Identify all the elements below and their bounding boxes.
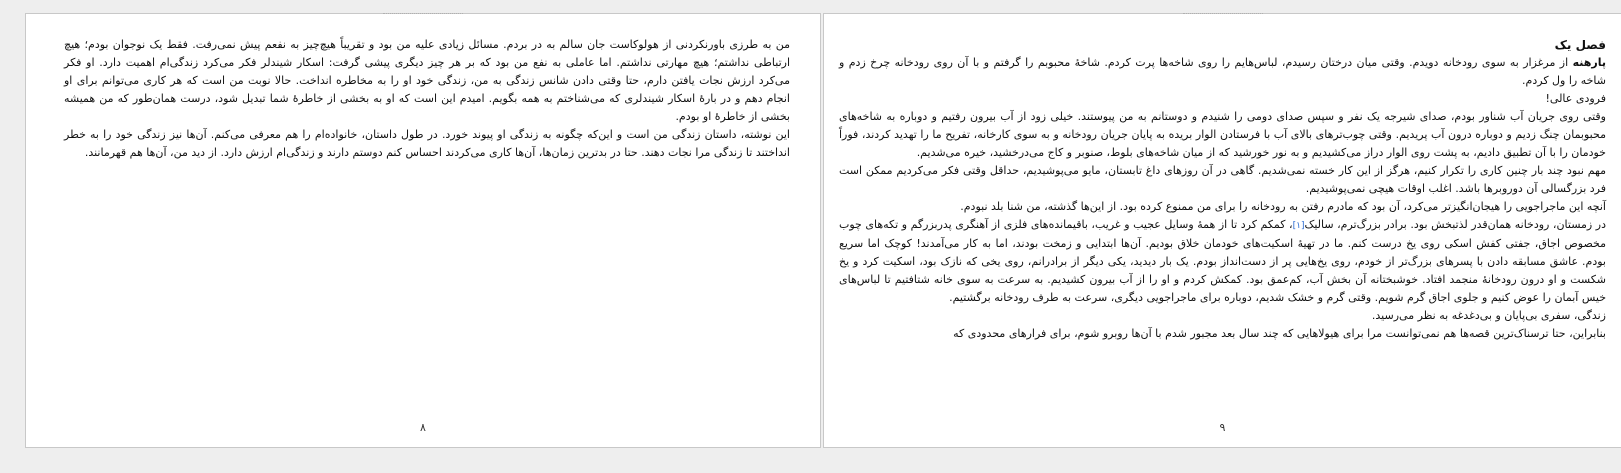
paragraph-text: در زمستان، رودخانه همان‌قدر لذتبخش بود. برادر بزرگ‌ترم، سالیک [1304,218,1606,231]
paragraph: من به طرزی باورنکردنی از هولوکاست جان سالم به در بردم. مسائل زیادی علیه من بود و تقریباً هیچ‌چیز به نفعم پیش نمی‌رفت. فقط یک نوجوان بودم؛ هیچ ارتباطی نداشتم؛ هیچ مهارتی نداشتم. اما عاملی به نفع من بود که بر هر چیز دیگری پیشی گرفت: اسکار شیندلر فکر می‌کرد زندگی‌ام اهمیت دارد. او فکر می‌کرد ارزش نجات یافتن دارم، حتا وقتی دادن شانس زندگی به من، زندگی خود او را به مخاطره انداخت. حالا نوبت من است که هر کاری می‌توانم برای او انجام دهم و در بارهٔ اسکار شیندلری که می‌شناختم به همه بگویم. امیدم این است که او به بخشی از خاطرهٔ شما تبدیل شود، درست همان‌طور که من همیشه بخشی از خاطرهٔ او بودم. [64,38,790,123]
bold-lead-word: پارهنه [1572,56,1606,69]
chapter-title: فصل یک [1554,38,1606,52]
paragraph: وقتی روی جریان آب شناور بودم، صدای شیرجه یک نفر و سپس صدای دومی را شنیدم و دوستانم به من پیوستند. خیلی زود از آب بیرون رفتیم و دوباره به شاخه‌های محبوبمان چنگ زدیم و دوباره درون آب پریدیم. وقتی چوب‌ترهای بالای آب با فرستادن الوار بریده به پایان جریان رودخانه و به سوی کارخانه، تفریح ما را تهدید کردند، فوراً خودمان را با آن تطبیق دادیم، به پشت روی الوار دراز می‌کشیدیم و به نور خورشید که از میان شاخه‌های بلوط، صنوبر و کاج می‌درخشید، خیره می‌شدیم. [839,110,1606,159]
paragraph-text: ، کمکم کرد تا از همهٔ وسایل عجیب و غریب، باقیمانده‌های فلزی از آهنگری پدربزرگم و تکه‌های چوب مخصوص اجاق، جفتی کفش اسکی روی یخ درست کنم. ما در تهیهٔ اسکیت‌های خودمان خلاق بودیم. آن‌ها ابتدایی و زمخت بودند، اما به کار می‌آمدند! کوچک اما سریع بودم. عاشق مسابقه دادن با پسرهای بزرگ‌تر از خودم، روی یخ‌هایی پر از دست‌انداز بودم. یک بار دیدید، یکی دیگر از برادرانم، روی یخی که نازک بود، اسکیت کرد و یخ شکست و او درون رودخانهٔ منجمد افتاد. خوشبختانه آن بخش آب، کم‌عمق بود. کمکش کردم و او را از آب بیرون کشیدیم. به سرعت به سوی خانه شتافتیم تا لباس‌های خیس آبمان را عوض کنیم و جلوی اجاق گرم شویم. وقتی گرم و خشک شدیم، دوباره برای ماجراجویی دیگری، سرعت به طرف رودخانه برگشتیم. [839,218,1606,304]
paragraph: بنابراین، حتا ترسناک‌ترین قصه‌ها هم نمی‌توانست مرا برای هیولاهایی که چند سال بعد مجبور شدم با آن‌ها روبرو شوم، برای فرارهای محدودی که [953,327,1606,340]
page-number: ۸ [420,421,426,434]
paragraph: آنچه این ماجراجویی را هیجان‌انگیزتر می‌کرد، آن بود که مادرم رفتن به رودخانه را برای من ممنوع کرده بود. از این‌ها گذشته، من شنا بلد نبودم. [960,200,1606,213]
book-page-left [25,13,821,448]
page-number: ۹ [1219,421,1226,434]
paragraph-text: از مرغزار به سوی رودخانه دویدم. وقتی میان درختان رسیدم، لباس‌هایم را روی شاخه‌ها پرت کردم. شاخهٔ محبوبم را گرفتم و با آن روی رودخانه چرخ زدم و شاخه را ول کردم. [839,56,1606,87]
page-header-mark [383,13,463,16]
paragraph: مهم نبود چند بار چنین کاری را تکرار کنیم، هرگز از این کار خسته نمی‌شدیم. گاهی در آن روزهای داغ تابستان، مایو می‌پوشیدیم، حداقل وقتی فکر می‌کردیم ممکن است فرد بزرگسالی آن دوروبرها باشد. اغلب اوقات هیچی نمی‌پوشیدیم. [839,164,1606,195]
paragraph [839,216,1606,307]
paragraph: فرودی عالی! [1545,92,1606,105]
paragraph [839,54,1606,90]
book-page-right [823,13,1621,448]
page-header-mark [1183,13,1263,16]
paragraph: این نوشته، داستان زندگی من است و این‌که چگونه به زندگی او پیوند خورد. در طول داستان، خانواده‌ام را هم معرفی می‌کنم. آن‌ها نیز زندگی خود را به خطر انداختند تا زندگی مرا نجات دهند. حتا در بدترین زمان‌ها، آن‌ها کاری می‌کردند احساس کنم دوستم دارند و زندگی‌ام ارزش دارد. از دید من، آن‌ها هم قهرمانند. [64,128,790,159]
paragraph: زندگی، سفری بی‌پایان و بی‌دغدغه به نظر می‌رسید. [1371,309,1606,322]
footnote-link[interactable]: [۱] [1292,221,1305,231]
